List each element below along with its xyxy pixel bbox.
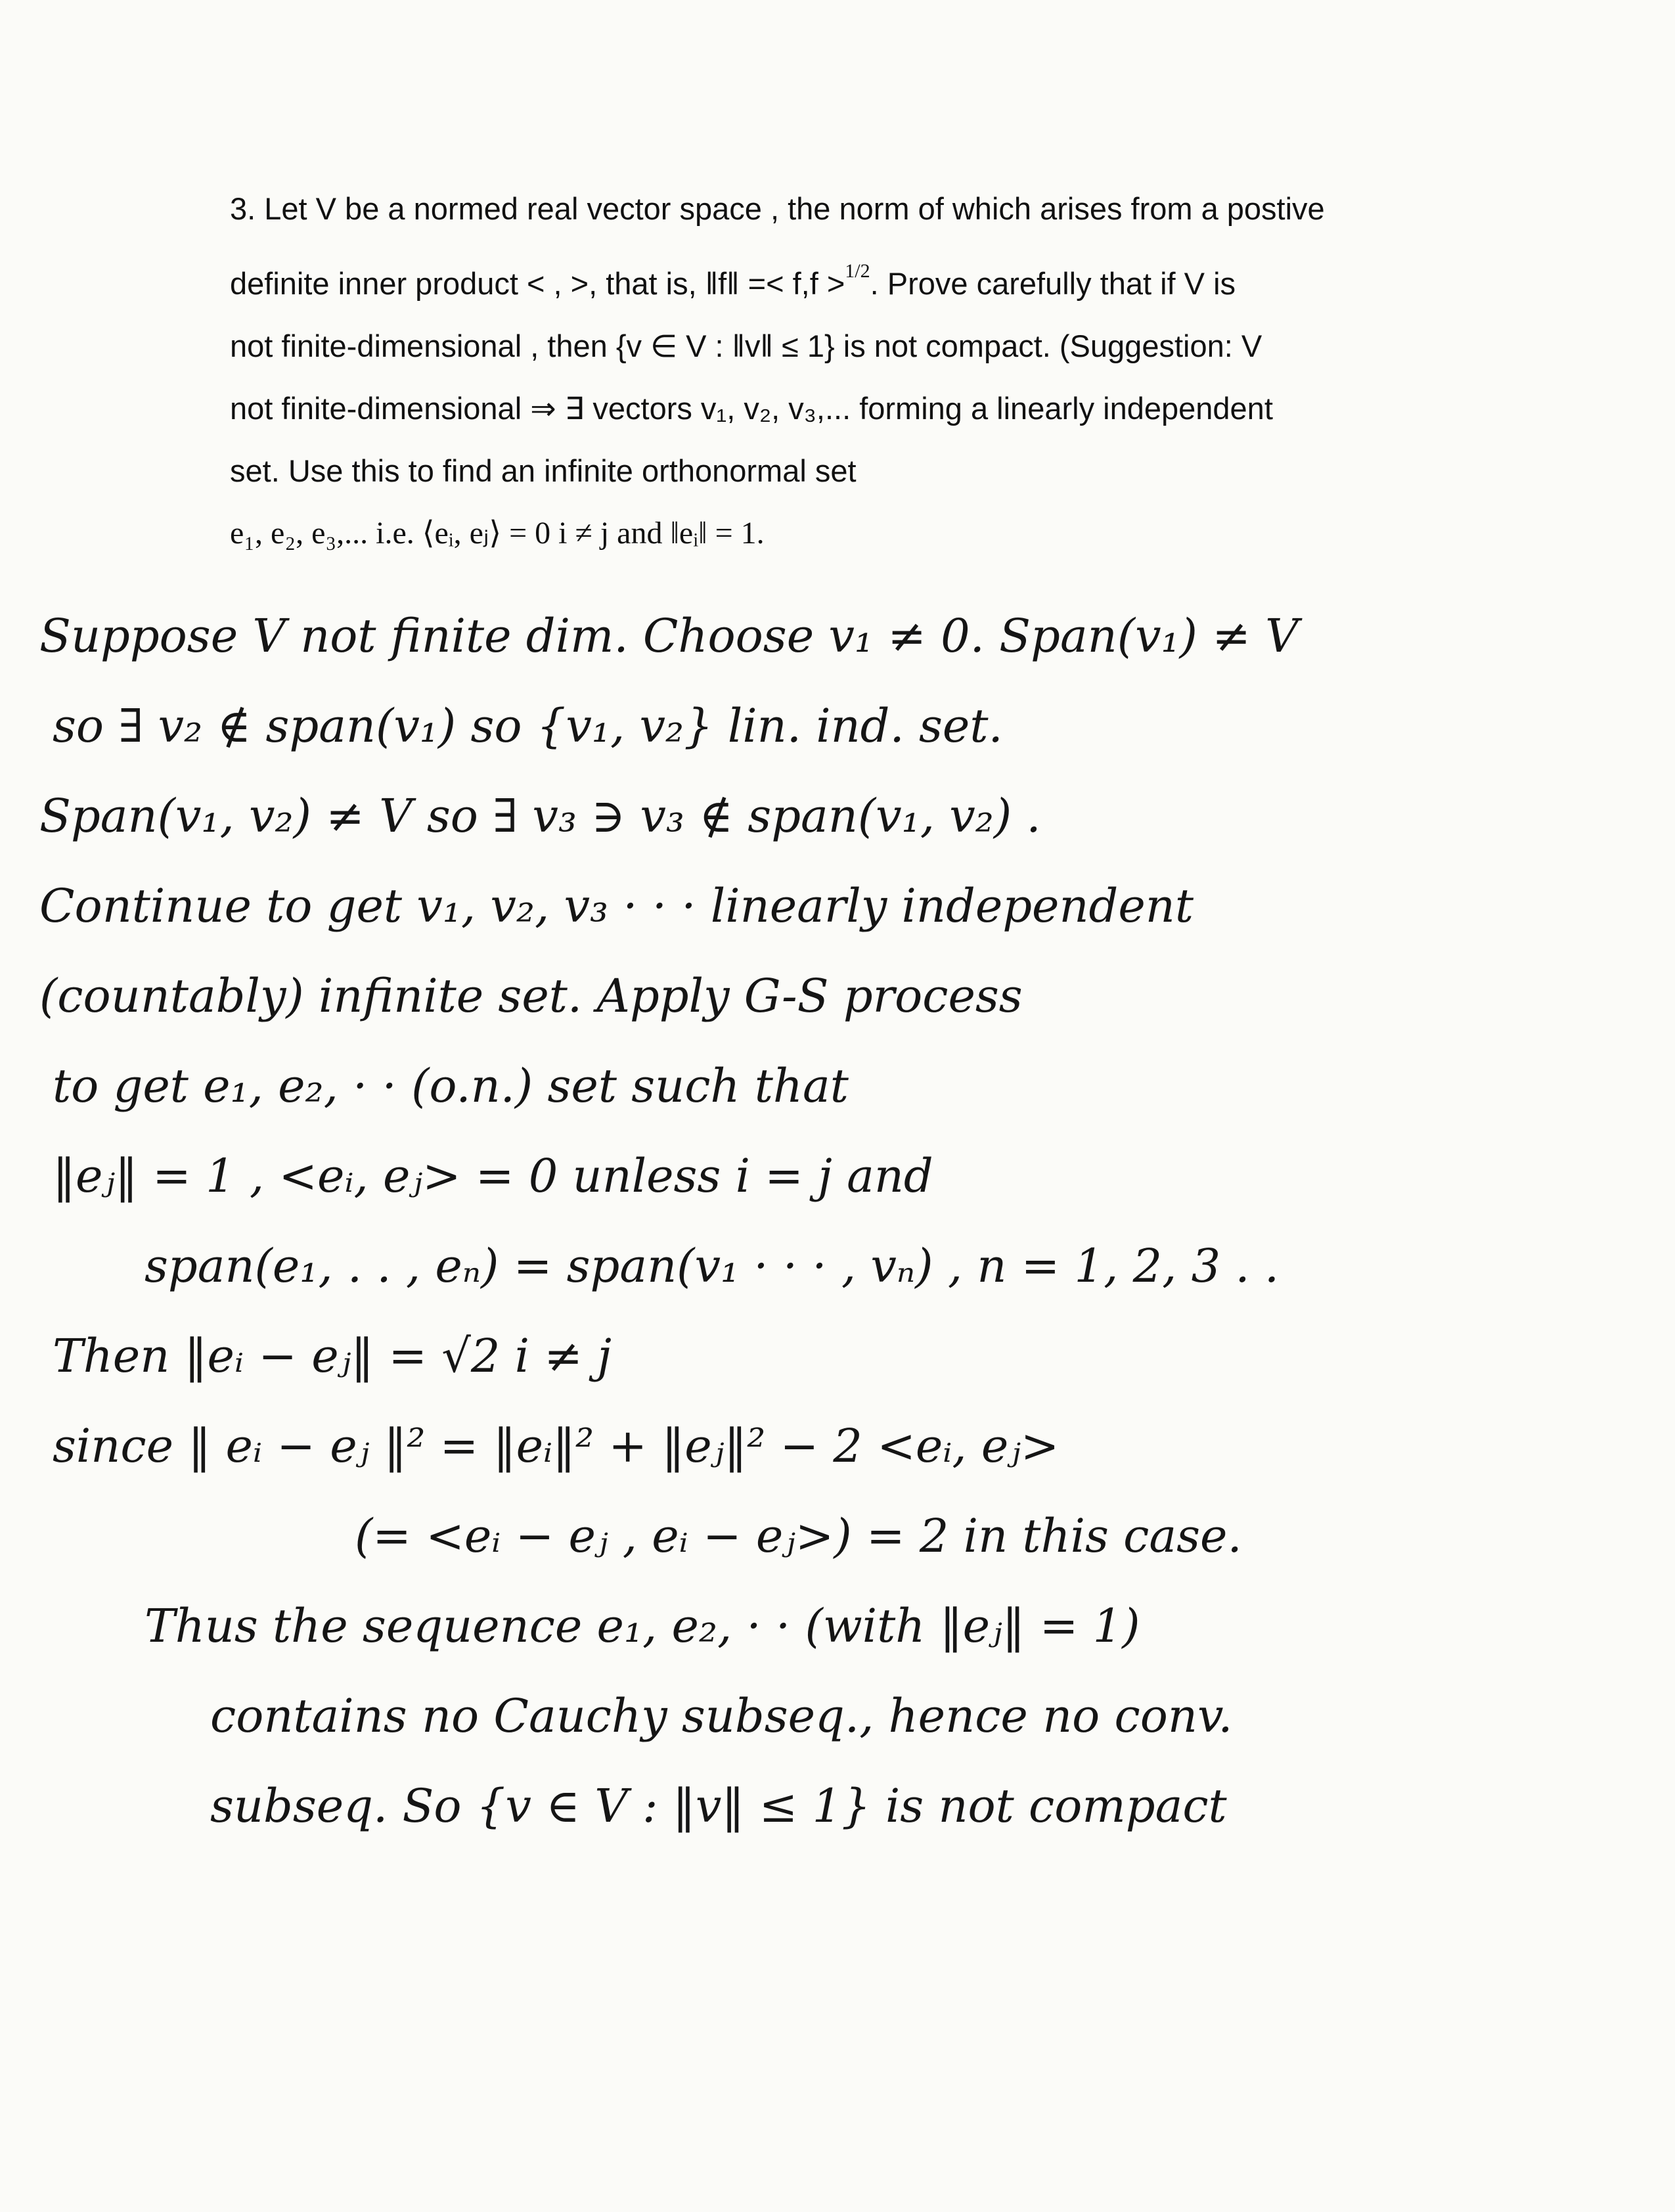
problem-statement — [230, 177, 1478, 564]
problem-line-5: set. Use this to find an infinite orthonormal set — [230, 453, 857, 488]
problem-line-2-tail: . Prove carefully that if V is — [870, 266, 1236, 301]
solution-line-7: ‖eⱼ‖ = 1 , <eᵢ, eⱼ> = 0 unless i = j and — [53, 1149, 933, 1203]
problem-line-4: not finite-dimensional ⇒ ∃ vectors v₁, v₂, v₃,... forming a linearly independent — [230, 391, 1273, 426]
solution-line-6: to get e₁, e₂, · · (o.n.) set such that — [53, 1059, 849, 1113]
solution-line-3: Span(v₁, v₂) ≠ V so ∃ v₃ ∋ v₃ ∉ span(v₁, v₂) . — [39, 789, 1041, 843]
solution-line-13: contains no Cauchy subseq., hence no conv. — [210, 1689, 1233, 1743]
problem-line-2 — [230, 240, 1478, 315]
problem-line-6: e₁, e₂, e₃,... i.e. ⟨eᵢ, eⱼ⟩ = 0 i ≠ j and ‖eᵢ‖ = 1. — [230, 516, 765, 551]
problem-line-3: not finite-dimensional , then {v ∈ V : ‖v‖ ≤ 1} is not compact. (Suggestion: V — [230, 328, 1262, 363]
problem-line-2-text: definite inner product < , >, that is, ‖f‖ =< f,f > — [230, 266, 845, 301]
solution-line-12: Thus the sequence e₁, e₂, · · (with ‖eⱼ‖ = 1) — [145, 1599, 1140, 1653]
solution-line-9: Then ‖eᵢ − eⱼ‖ = √2 i ≠ j — [53, 1329, 612, 1383]
solution-line-5: (countably) infinite set. Apply G-S process — [39, 969, 1023, 1023]
handwritten-solution — [39, 591, 1629, 1851]
problem-line-1: 3. Let V be a normed real vector space , the norm of which arises from a postive — [230, 191, 1325, 226]
solution-line-11: (= <eᵢ − eⱼ , eᵢ − eⱼ>) = 2 in this case. — [355, 1509, 1242, 1563]
solution-line-2: so ∃ v₂ ∉ span(v₁) so {v₁, v₂} lin. ind. set. — [53, 699, 1003, 753]
solution-line-8: span(e₁, . . , eₙ) = span(v₁ · · · , vₙ) , n = 1, 2, 3 . . — [145, 1239, 1280, 1293]
norm-exponent: 1/2 — [845, 260, 870, 282]
solution-line-4: Continue to get v₁, v₂, v₃ · · · linearly independent — [39, 879, 1194, 933]
solution-line-1: Suppose V not finite dim. Choose v₁ ≠ 0. Span(v₁) ≠ V — [39, 609, 1299, 663]
solution-line-14: subseq. So {v ∈ V : ‖v‖ ≤ 1} is not compact — [210, 1779, 1227, 1833]
solution-line-10: since ‖ eᵢ − eⱼ ‖² = ‖eᵢ‖² + ‖eⱼ‖² − 2 <eᵢ, eⱼ> — [53, 1419, 1060, 1473]
